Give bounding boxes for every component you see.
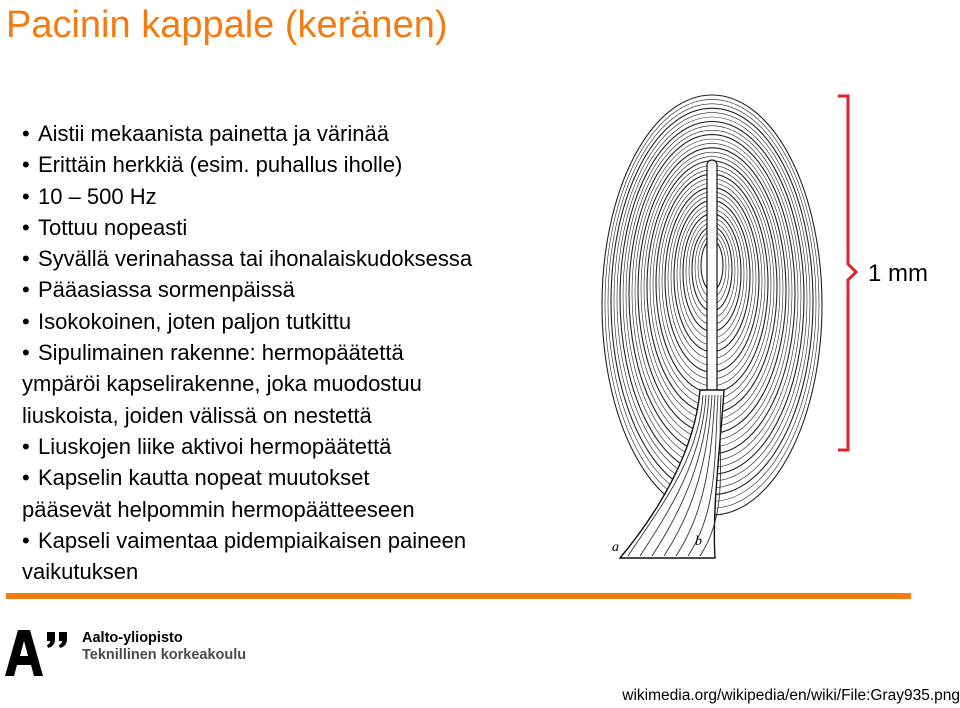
- bullet-dot: •: [22, 214, 30, 240]
- bullet-item: [22, 243, 582, 274]
- aalto-logo-icon: [5, 630, 71, 676]
- image-source: wikimedia.org/wikipedia/en/wiki/File:Gray935.png: [622, 687, 960, 704]
- bullet-text: Aistii mekaanista painetta ja värinää: [38, 121, 389, 146]
- bullet-item: [22, 525, 582, 588]
- org-line-1: Aalto-yliopisto: [82, 630, 183, 646]
- bullet-continuation: pääsevät helpommin hermopäätteeseen: [22, 496, 415, 522]
- bullet-text: Sipulimainen rakenne: hermopäätettä: [38, 340, 404, 366]
- bullet-item: [22, 118, 582, 149]
- bullet-continuation: vaikutuksen: [22, 559, 139, 585]
- bullet-dot: •: [22, 277, 30, 303]
- bullet-text: Liuskojen liike aktivoi hermopäätettä: [38, 433, 392, 459]
- bullet-dot: •: [22, 465, 30, 491]
- figure-label-a: a: [612, 540, 619, 555]
- bullet-item: [22, 306, 582, 337]
- footer-divider: [6, 593, 911, 599]
- bullet-item: [22, 149, 582, 180]
- bullet-dot: •: [22, 340, 30, 366]
- slide-title: Pacinin kappale (keränen): [6, 4, 448, 46]
- bullet-item: [22, 181, 582, 212]
- bullet-text: Pääasiassa sormenpäissä: [38, 277, 295, 303]
- bullet-text: Kapselin kautta nopeat muutokset: [38, 465, 370, 491]
- bullet-dot: •: [22, 433, 30, 459]
- bullet-dot: •: [22, 308, 30, 334]
- bullet-dot: •: [22, 527, 30, 553]
- bullet-dot: •: [22, 183, 30, 209]
- bullet-item: [22, 431, 582, 462]
- bullet-item: [22, 274, 582, 305]
- organization-name: [82, 630, 246, 664]
- bullet-text: Syvällä verinahassa tai ihonalaiskudoksessa: [38, 246, 473, 272]
- bullet-item: [22, 462, 582, 525]
- bullet-item: [22, 337, 582, 431]
- org-line-2: Teknillinen korkeakoulu: [82, 647, 247, 663]
- bullet-dot: •: [22, 152, 30, 178]
- bullet-text: Erittäin herkkiä (esim. puhallus iholle): [38, 152, 403, 178]
- pacinian-corpuscle-illustration: [600, 90, 825, 565]
- bullet-text: Tottuu nopeasti: [38, 214, 188, 240]
- scale-label: 1 mm: [868, 260, 928, 287]
- bullet-text: Isokokoinen, joten paljon tutkittu: [38, 308, 352, 334]
- bullet-dot: •: [22, 121, 30, 146]
- bullet-dot: •: [22, 246, 30, 272]
- bullet-text: Kapseli vaimentaa pidempiaikaisen paineen: [38, 527, 467, 553]
- bullet-text: 10 – 500 Hz: [38, 183, 157, 209]
- bullet-item: [22, 212, 582, 243]
- bullet-list: [22, 118, 582, 587]
- figure-label-b: b: [695, 534, 702, 549]
- bullet-continuation: ympäröi kapselirakenne, joka muodostuu liuskoista, joiden välissä on nestettä: [22, 371, 422, 428]
